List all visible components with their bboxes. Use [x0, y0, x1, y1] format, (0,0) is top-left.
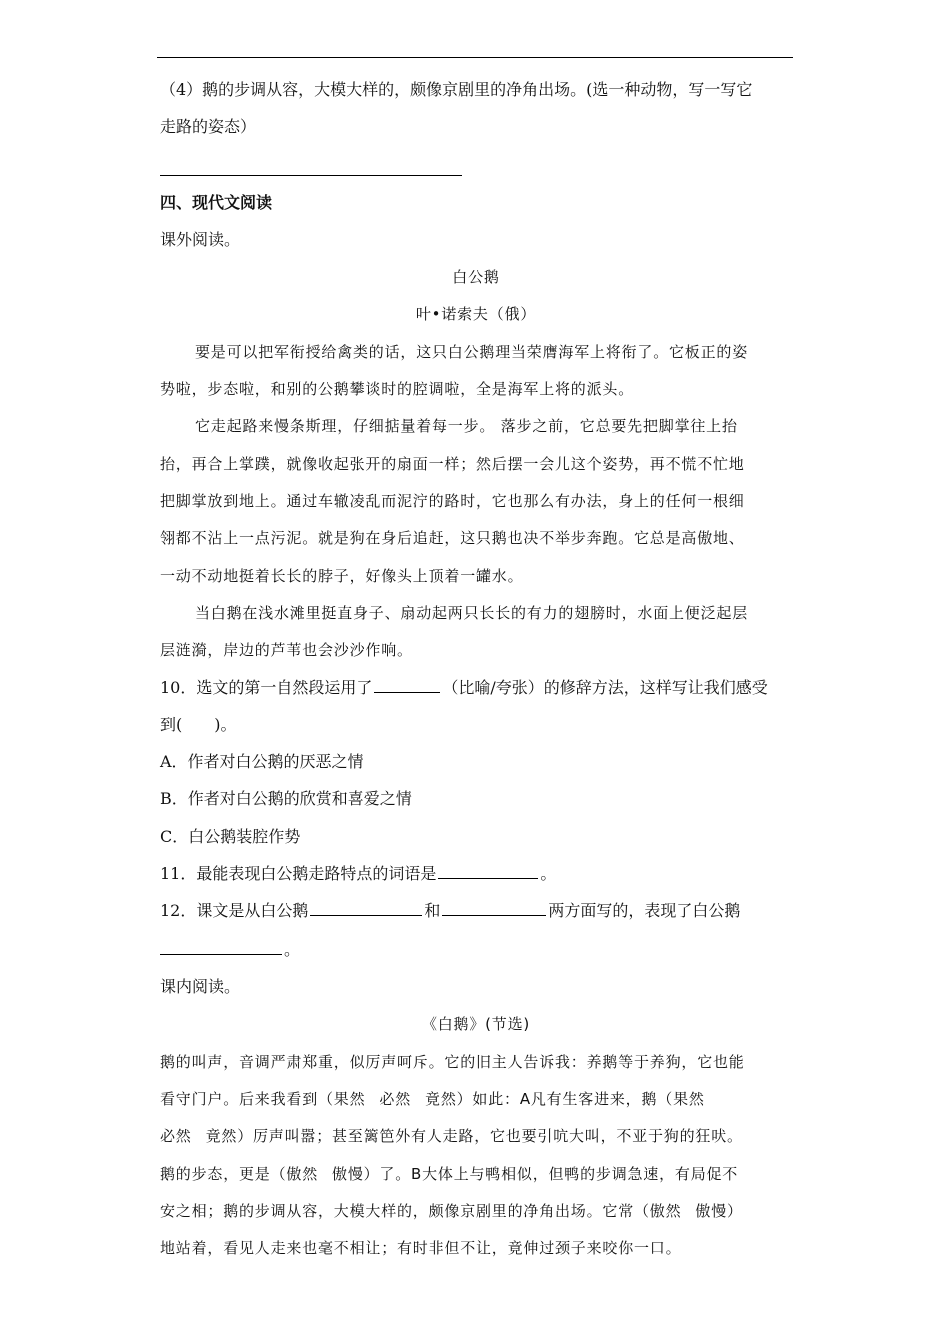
- q10-text-start: 10．选文的第一自然段运用了: [160, 678, 373, 697]
- excerpt-line: [160, 1126, 743, 1146]
- excerpt-line: 鹅的叫声，音调严肃郑重，似厉声呵斥。它的旧主人告诉我：养鹅等于养狗，它也能: [160, 1053, 745, 1071]
- q10-option-a[interactable]: A．作者对白公鹅的厌恶之情: [160, 752, 364, 771]
- q12-text-1: 12．课文是从白公鹅: [160, 901, 309, 920]
- excerpt-fragment: 鹅的步态，更是（傲然: [160, 1165, 319, 1183]
- excerpt-fragment: 竟然）如此：A凡有生客进来，鹅（果然: [425, 1090, 705, 1108]
- question-12-continued: [160, 940, 300, 960]
- question-11: [160, 864, 556, 884]
- outside-reading-label: 课外阅读。: [160, 230, 241, 249]
- excerpt-line: [160, 1089, 705, 1109]
- inside-reading-label: 课内阅读。: [160, 977, 241, 996]
- story-author: 叶•诺索夫（俄）: [415, 305, 537, 323]
- excerpt-fragment: 看守门户。后来我看到（果然: [160, 1090, 366, 1108]
- q12-blank-2[interactable]: [442, 914, 546, 916]
- excerpt-fragment: 必然: [160, 1127, 192, 1145]
- excerpt-line: [160, 1201, 743, 1221]
- excerpt-fragment: 傲慢）了。B大体上与鸭相似，但鸭的步调急速，有局促不: [332, 1165, 739, 1183]
- q12-blank-3[interactable]: [160, 953, 282, 955]
- q12-blank-1[interactable]: [310, 914, 422, 916]
- excerpt-fragment: 竟然）厉声叫嚣；甚至篱笆外有人走路，它也要引吭大叫，不亚于狗的狂吠。: [205, 1127, 743, 1145]
- q10-option-b[interactable]: B．作者对白公鹅的欣赏和喜爱之情: [160, 789, 412, 808]
- story-line: 抬，再合上掌蹼，就像收起张开的扇面一样；然后摆一会儿这个姿势，再不慌不忙地: [160, 455, 745, 473]
- q11-text: 11．最能表现白公鹅走路特点的词语是: [160, 864, 437, 883]
- excerpt-fragment: 傲慢）: [695, 1202, 743, 1220]
- story-line: 翎都不沾上一点污泥。就是狗在身后追赶，这只鹅也决不举步奔跑。它总是高傲地、: [160, 529, 745, 547]
- top-divider: [157, 57, 793, 58]
- excerpt-line: [160, 1164, 738, 1184]
- section-heading: 四、现代文阅读: [160, 193, 273, 212]
- question-12: [160, 901, 740, 921]
- story-line: 要是可以把军衔授给禽类的话，这只白公鹅理当荣膺海军上将衔了。它板正的姿: [195, 343, 749, 361]
- q4-line1: （4）鹅的步调从容，大模大样的，颇像京剧里的净角出场。(选一种动物，写一写它: [160, 80, 753, 99]
- q4-line2: 走路的姿态）: [160, 117, 257, 136]
- story-line: 把脚掌放到地上。通过车辙凌乱而泥泞的路时，它也那么有办法，身上的任何一根细: [160, 492, 745, 510]
- q12-text-2: 和: [424, 901, 441, 920]
- story-line: 层涟漪，岸边的芦苇也会沙沙作响。: [160, 641, 413, 659]
- excerpt-line: 地站着，看见人走来也毫不相让；有时非但不让，竟伸过颈子来咬你一口。: [160, 1239, 682, 1257]
- q10-continued: 到( )。: [160, 715, 237, 734]
- q11-end: 。: [540, 864, 557, 883]
- story-line: 当白鹅在浅水滩里挺直身子、扇动起两只长长的有力的翅膀时，水面上便泛起层: [195, 604, 749, 622]
- q10-text-end: （比喻/夸张）的修辞方法，这样写让我们感受: [442, 678, 768, 697]
- story-line: 势啦，步态啦，和别的公鹅攀谈时的腔调啦，全是海军上将的派头。: [160, 380, 635, 398]
- story-line: 一动不动地挺着长长的脖子，好像头上顶着一罐水。: [160, 567, 524, 585]
- q11-blank[interactable]: [438, 877, 538, 879]
- q10-blank[interactable]: [374, 691, 440, 693]
- answer-blank-line[interactable]: [160, 175, 462, 176]
- q12-text-3: 两方面写的，表现了白公鹅: [548, 901, 741, 920]
- story-line: 它走起路来慢条斯理，仔细掂量着每一步。 落步之前，它总要先把脚掌往上抬: [195, 417, 738, 435]
- q12-end: 。: [284, 940, 301, 959]
- question-10: [160, 678, 768, 698]
- excerpt-fragment: 安之相；鹅的步调从容，大模大样的，颇像京剧里的净角出场。它常（傲然: [160, 1202, 682, 1220]
- excerpt-fragment: 必然: [379, 1090, 412, 1108]
- q10-option-c[interactable]: C．白公鹅装腔作势: [160, 827, 301, 846]
- excerpt-title: 《白鹅》(节选): [421, 1015, 531, 1033]
- story-title: 白公鹅: [452, 268, 500, 286]
